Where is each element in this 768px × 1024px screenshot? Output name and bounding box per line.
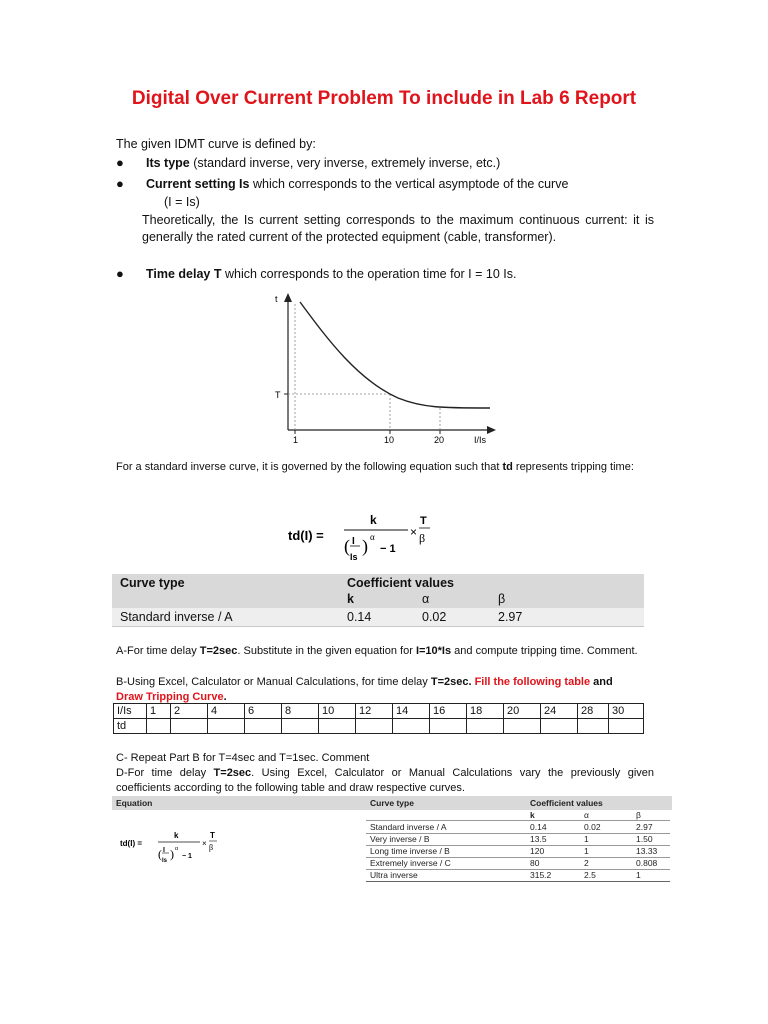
list-item: Standard inverse / A	[370, 822, 447, 832]
list-item: Long time inverse / B	[370, 846, 450, 856]
bullet-2-paragraph: Theoretically, the Is current setting corresponds to the maximum continuous current: it is generally the rated current of the protected equipment (cable, transformer).	[142, 213, 654, 244]
svg-text:k: k	[174, 831, 179, 840]
svg-text:Is: Is	[350, 552, 358, 562]
idmt-curve	[300, 302, 490, 408]
x-axis-label: I/Is	[474, 435, 487, 445]
part-d-text: D-For time delay T=2sec. Using Excel, Calculator or Manual Calculations vary the previously given coefficients according to the following table and draw respective curves.	[116, 767, 654, 794]
page-title: Digital Over Current Problem To include in Lab 6 Report	[131, 88, 637, 109]
tripping-time-equation	[288, 508, 448, 570]
svg-text:Is: Is	[162, 858, 168, 864]
part-b-text: B-Using Excel, Calculator or Manual Calculations, for time delay T=2sec. Fill the following table and Draw Tripping Curve.	[116, 676, 613, 703]
bullet-3: Time delay T which corresponds to the operation time for I = 10 Is.	[146, 267, 517, 281]
list-item: Ultra inverse	[370, 870, 418, 880]
svg-text:(: (	[344, 536, 350, 556]
curve-types-table: Equation Curve type Coefficient values k α β td(I) = k ( I Is ) α − 1 × T β Standard inverse / A 0.14 0.02 2.97 Very inverse / B 13.5 1 1.50 Long time inverse / B 120 1 13.33 Extremely inverse / C 80 2 0.808 Ultra inverse 315.2 2.5 1	[112, 796, 672, 886]
bullet-2-paren: (I = Is)	[164, 195, 200, 209]
list-item: Very inverse / B	[370, 834, 430, 844]
bullet-2: Current setting Is which corresponds to the vertical asymptode of the curve	[146, 177, 569, 191]
tripping-table	[113, 703, 644, 734]
svg-text:×: ×	[410, 525, 418, 539]
x-tick-1: 1	[293, 435, 299, 445]
svg-text:T: T	[210, 831, 215, 840]
list-item: Extremely inverse / C	[370, 858, 451, 868]
svg-text:): )	[170, 847, 174, 861]
standard-inverse-text: For a standard inverse curve, it is governed by the following equation such that td represents tripping time:	[116, 461, 634, 473]
svg-text:α: α	[175, 846, 179, 852]
table-row: td	[114, 719, 644, 734]
x-tick-20: 20	[434, 435, 445, 445]
bullet-1: Its type (standard inverse, very inverse, extremely inverse, etc.)	[146, 156, 501, 170]
svg-text:β: β	[209, 843, 214, 852]
bullet-dot-1: ●	[116, 155, 124, 170]
coefficient-table: Curve type Coefficient values k α β Standard inverse / A 0.14 0.02 2.97	[112, 574, 644, 626]
svg-text:− 1: − 1	[380, 543, 396, 555]
intro-text: The given IDMT curve is defined by:	[116, 137, 316, 151]
bullet-dot-2: ●	[116, 176, 124, 191]
svg-text:α: α	[370, 532, 375, 542]
part-c-text: C- Repeat Part B for T=4sec and T=1sec. Comment	[116, 752, 370, 764]
svg-text:k: k	[370, 513, 377, 527]
svg-text:): )	[362, 536, 368, 556]
part-a-text: A-For time delay T=2sec. Substitute in the given equation for I=10*Is and compute tripping time. Comment.	[116, 645, 638, 657]
x-tick-10: 10	[384, 435, 395, 445]
svg-text:I: I	[352, 536, 355, 547]
y-axis-arrow	[284, 293, 292, 302]
svg-text:I: I	[163, 847, 165, 854]
bullet-dot-3: ●	[116, 266, 124, 281]
table-row: I/Is 1 2 4 6 8 10 12 14 16 18 20 24 28 30	[114, 704, 644, 719]
y-axis-label: t	[275, 294, 278, 304]
svg-text:(: (	[158, 847, 162, 861]
svg-text:td(I) =: td(I) =	[120, 839, 142, 848]
svg-text:td(I) =: td(I) =	[288, 528, 324, 543]
svg-text:×: ×	[202, 839, 207, 848]
x-axis-arrow	[487, 426, 496, 434]
svg-text:β: β	[419, 531, 426, 545]
t-label: T	[275, 390, 281, 400]
idmt-curve-graph	[268, 290, 508, 448]
svg-text:T: T	[420, 515, 427, 527]
small-equation	[120, 830, 230, 870]
svg-text:− 1: − 1	[182, 853, 192, 860]
